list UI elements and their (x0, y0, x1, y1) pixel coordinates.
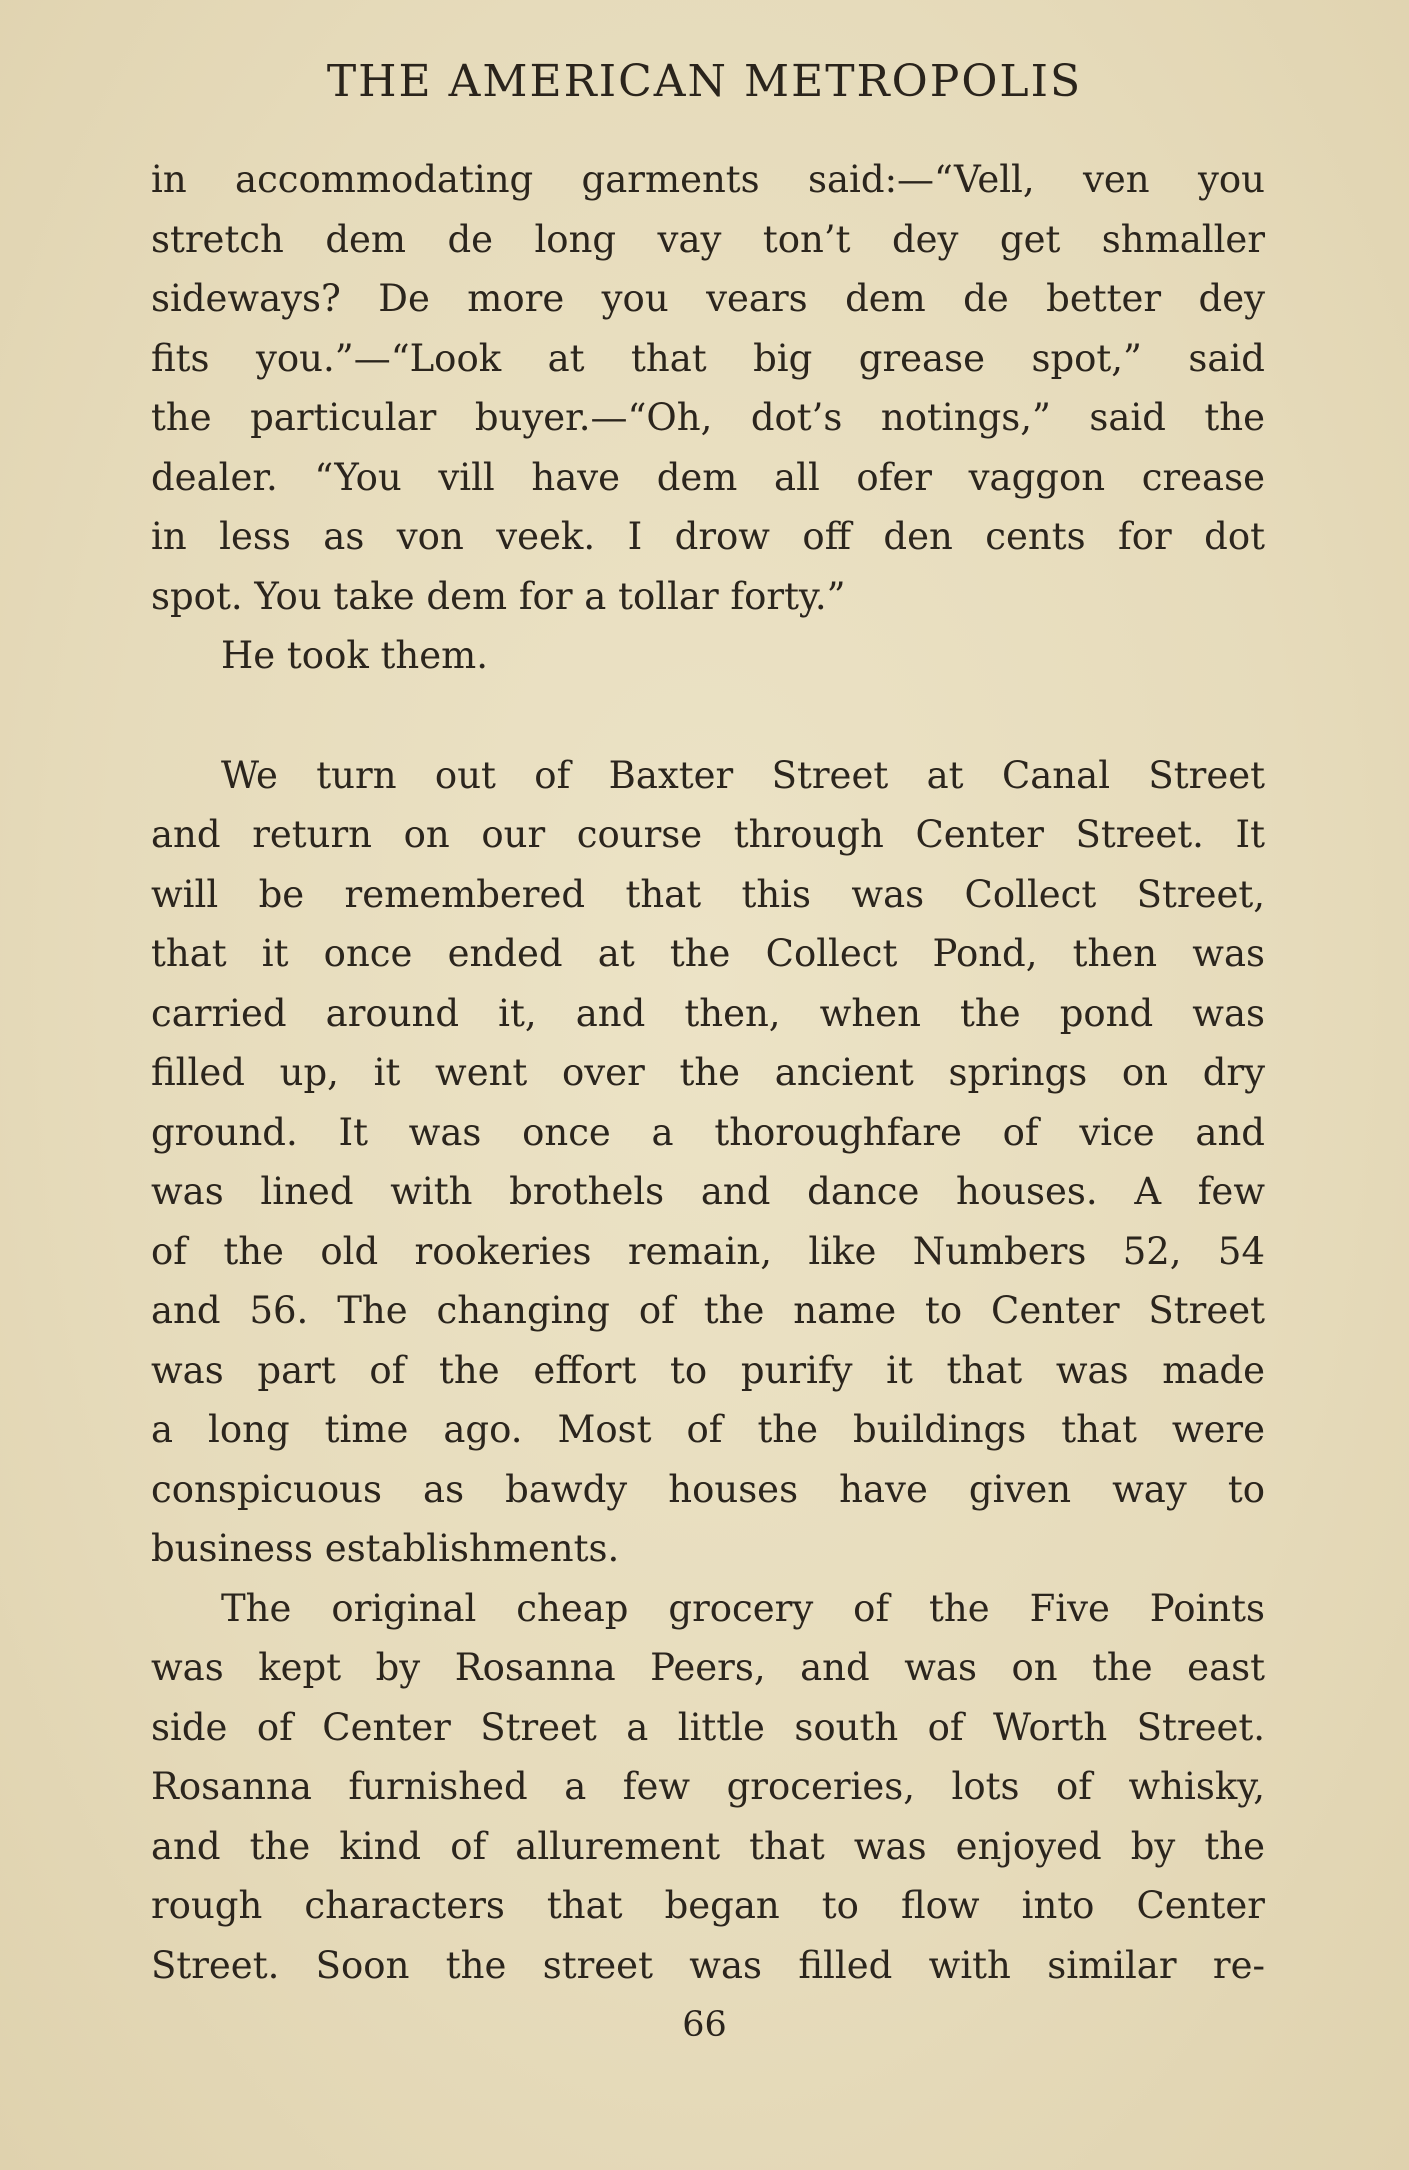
text-line: side of Center Street a little south of Worth Street. (151, 1705, 1265, 1749)
text-line: in accommodating garments said:—“Vell, ven you (151, 158, 1265, 201)
text-line: Rosanna furnished a few groceries, lots of whisky, (151, 1765, 1265, 1808)
text-line: and 56. The changing of the name to Center Street (151, 1289, 1265, 1332)
text-line: and return on our course through Center Street. It (151, 813, 1265, 856)
text-line: and the kind of allurement that was enjoyed by the (151, 1824, 1265, 1868)
text-line: He took them. (221, 634, 488, 677)
text-line: conspicuous as bawdy houses have given way to (151, 1467, 1265, 1511)
text-line: ground. It was once a thoroughfare of vice and (151, 1110, 1265, 1154)
text-line: filled up, it went over the ancient springs on dry (151, 1051, 1265, 1094)
text-line: stretch dem de long vay ton’t dey get shmaller (151, 217, 1265, 261)
page-number: 66 (682, 2005, 727, 2045)
text-line: in less as von veek. I drow off den cents for dot (151, 515, 1265, 558)
text-line: of the old rookeries remain, like Numbers 52, 54 (151, 1229, 1265, 1273)
text-line: will be remembered that this was Collect Street, (151, 872, 1265, 916)
text-line: a long time ago. Most of the buildings that were (151, 1408, 1265, 1451)
text-line: was kept by Rosanna Peers, and was on the east (151, 1646, 1265, 1689)
text-line: that it once ended at the Collect Pond, then was (151, 932, 1265, 975)
text-line: We turn out of Baxter Street at Canal Street (221, 753, 1265, 797)
text-line: the particular buyer.—“Oh, dot’s notings,” said the (151, 396, 1265, 439)
text-line: dealer. “You vill have dem all ofer vaggon crease (151, 455, 1265, 499)
text-line: was lined with brothels and dance houses. A few (151, 1170, 1265, 1213)
text-line: was part of the effort to purify it that was made (151, 1348, 1265, 1392)
text-line: spot. You take dem for a tollar forty.” (151, 574, 846, 618)
running-head: THE AMERICAN METROPOLIS (326, 56, 1083, 107)
text-line: business establishments. (151, 1527, 620, 1570)
section-break (151, 686, 1265, 746)
text-line: fits you.”—“Look at that big grease spot,” said (151, 336, 1265, 380)
text-line: sideways? De more you vears dem de better dey (151, 277, 1265, 320)
text-line: Street. Soon the street was filled with similar re- (151, 1943, 1265, 1987)
body-text (151, 150, 1265, 1995)
text-line: carried around it, and then, when the pond was (151, 991, 1265, 1035)
text-line: rough characters that began to flow into Center (151, 1884, 1265, 1927)
text-line: The original cheap grocery of the Five Points (221, 1586, 1265, 1630)
